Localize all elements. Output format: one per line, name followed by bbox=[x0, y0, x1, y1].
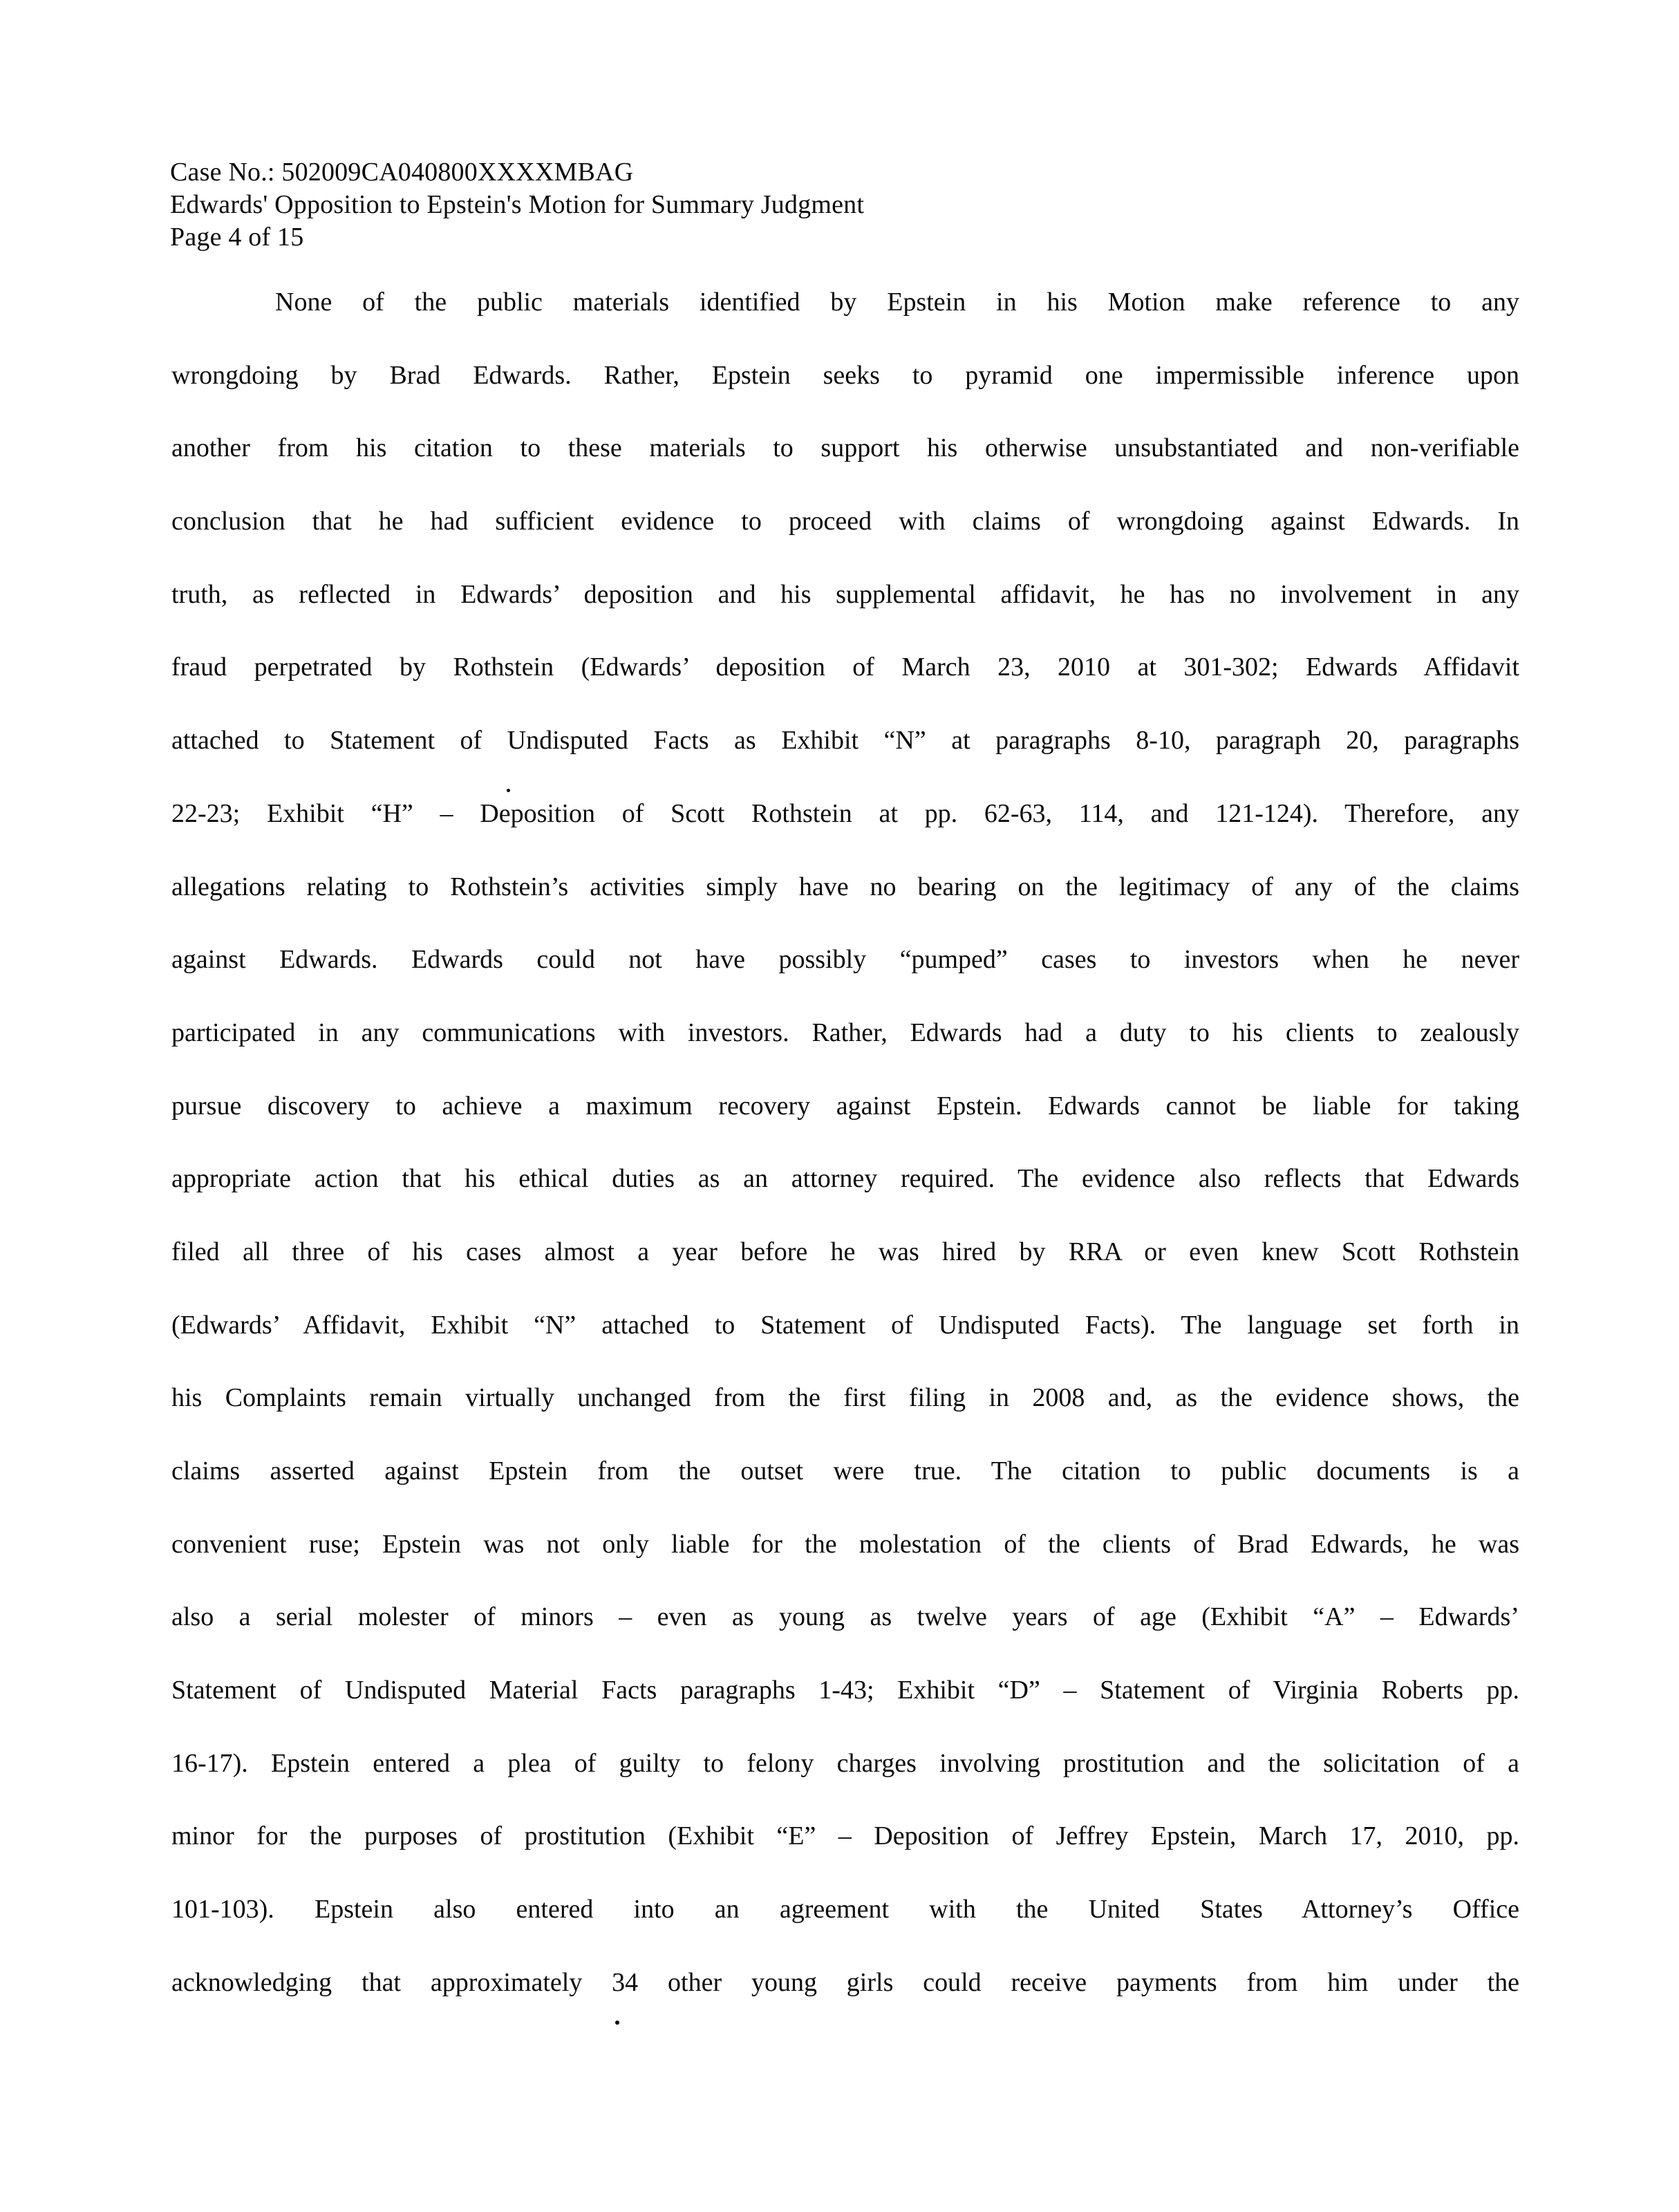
text-line: attached to Statement of Undisputed Facts as Exhibit “N” at paragraphs 8-10, paragraph 20, paragraphs bbox=[171, 726, 1519, 756]
document-title: Edwards' Opposition to Epstein's Motion for Summary Judgment bbox=[170, 190, 865, 219]
text-line: 101-103). Epstein also entered into an agreement with the United States Attorney’s Office bbox=[171, 1895, 1519, 1924]
text-line: another from his citation to these materials to support his otherwise unsubstantiated and non-verifiable bbox=[171, 433, 1519, 463]
text-line: truth, as reflected in Edwards’ deposition and his supplemental affidavit, he has no involvement in any bbox=[171, 579, 1519, 609]
text-line: acknowledging that approximately 34 other young girls could receive payments from him under the bbox=[171, 1967, 1519, 1997]
scan-artifact-dot bbox=[507, 789, 510, 792]
page-number: Page 4 of 15 bbox=[170, 223, 304, 252]
text-line: convenient ruse; Epstein was not only liable for the molestation of the clients of Brad Edwards, he was bbox=[171, 1529, 1519, 1559]
text-line: pursue discovery to achieve a maximum recovery against Epstein. Edwards cannot be liable for taking bbox=[171, 1091, 1519, 1121]
text-line: wrongdoing by Brad Edwards. Rather, Epstein seeks to pyramid one impermissible inference upon bbox=[171, 360, 1519, 390]
case-number: Case No.: 502009CA040800XXXXMBAG bbox=[170, 158, 634, 187]
text-line: his Complaints remain virtually unchanged from the first filing in 2008 and, as the evidence shows, the bbox=[171, 1383, 1519, 1413]
text-line: (Edwards’ Affidavit, Exhibit “N” attached to Statement of Undisputed Facts). The language set forth in bbox=[171, 1310, 1519, 1340]
text-line: also a serial molester of minors – even as young as twelve years of age (Exhibit “A” – Edwards’ bbox=[171, 1602, 1519, 1632]
text-line: appropriate action that his ethical duties as an attorney required. The evidence also reflects that Edwards bbox=[171, 1164, 1519, 1194]
text-line: conclusion that he had sufficient evidence to proceed with claims of wrongdoing against Edwards. In bbox=[171, 507, 1519, 536]
scan-artifact-dot bbox=[615, 2021, 619, 2025]
text-line: allegations relating to Rothstein’s activities simply have no bearing on the legitimacy of any of the claims bbox=[171, 872, 1519, 901]
text-line: minor for the purposes of prostitution (Exhibit “E” – Deposition of Jeffrey Epstein, March 17, 2010, pp. bbox=[171, 1821, 1519, 1851]
text-line: None of the public materials identified by Epstein in his Motion make reference to any bbox=[275, 288, 1519, 317]
text-line: Statement of Undisputed Material Facts paragraphs 1-43; Exhibit “D” – Statement of Virginia Roberts pp. bbox=[171, 1676, 1519, 1705]
text-line: filed all three of his cases almost a year before he was hired by RRA or even knew Scott Rothstein bbox=[171, 1237, 1519, 1266]
text-line: against Edwards. Edwards could not have possibly “pumped” cases to investors when he never bbox=[171, 945, 1519, 975]
body-paragraph bbox=[171, 266, 1519, 2020]
text-line: 16-17). Epstein entered a plea of guilty to felony charges involving prostitution and the solicitation of a bbox=[171, 1748, 1519, 1778]
text-line: fraud perpetrated by Rothstein (Edwards’ deposition of March 23, 2010 at 301-302; Edwards Affidavit bbox=[171, 653, 1519, 682]
text-line: 22-23; Exhibit “H” – Deposition of Scott Rothstein at pp. 62-63, 114, and 121-124). Therefore, any bbox=[171, 798, 1519, 828]
text-line: claims asserted against Epstein from the outset were true. The citation to public documents is a bbox=[171, 1456, 1519, 1485]
document-header bbox=[170, 156, 1345, 254]
text-line: participated in any communications with investors. Rather, Edwards had a duty to his clients to zealously bbox=[171, 1018, 1519, 1047]
